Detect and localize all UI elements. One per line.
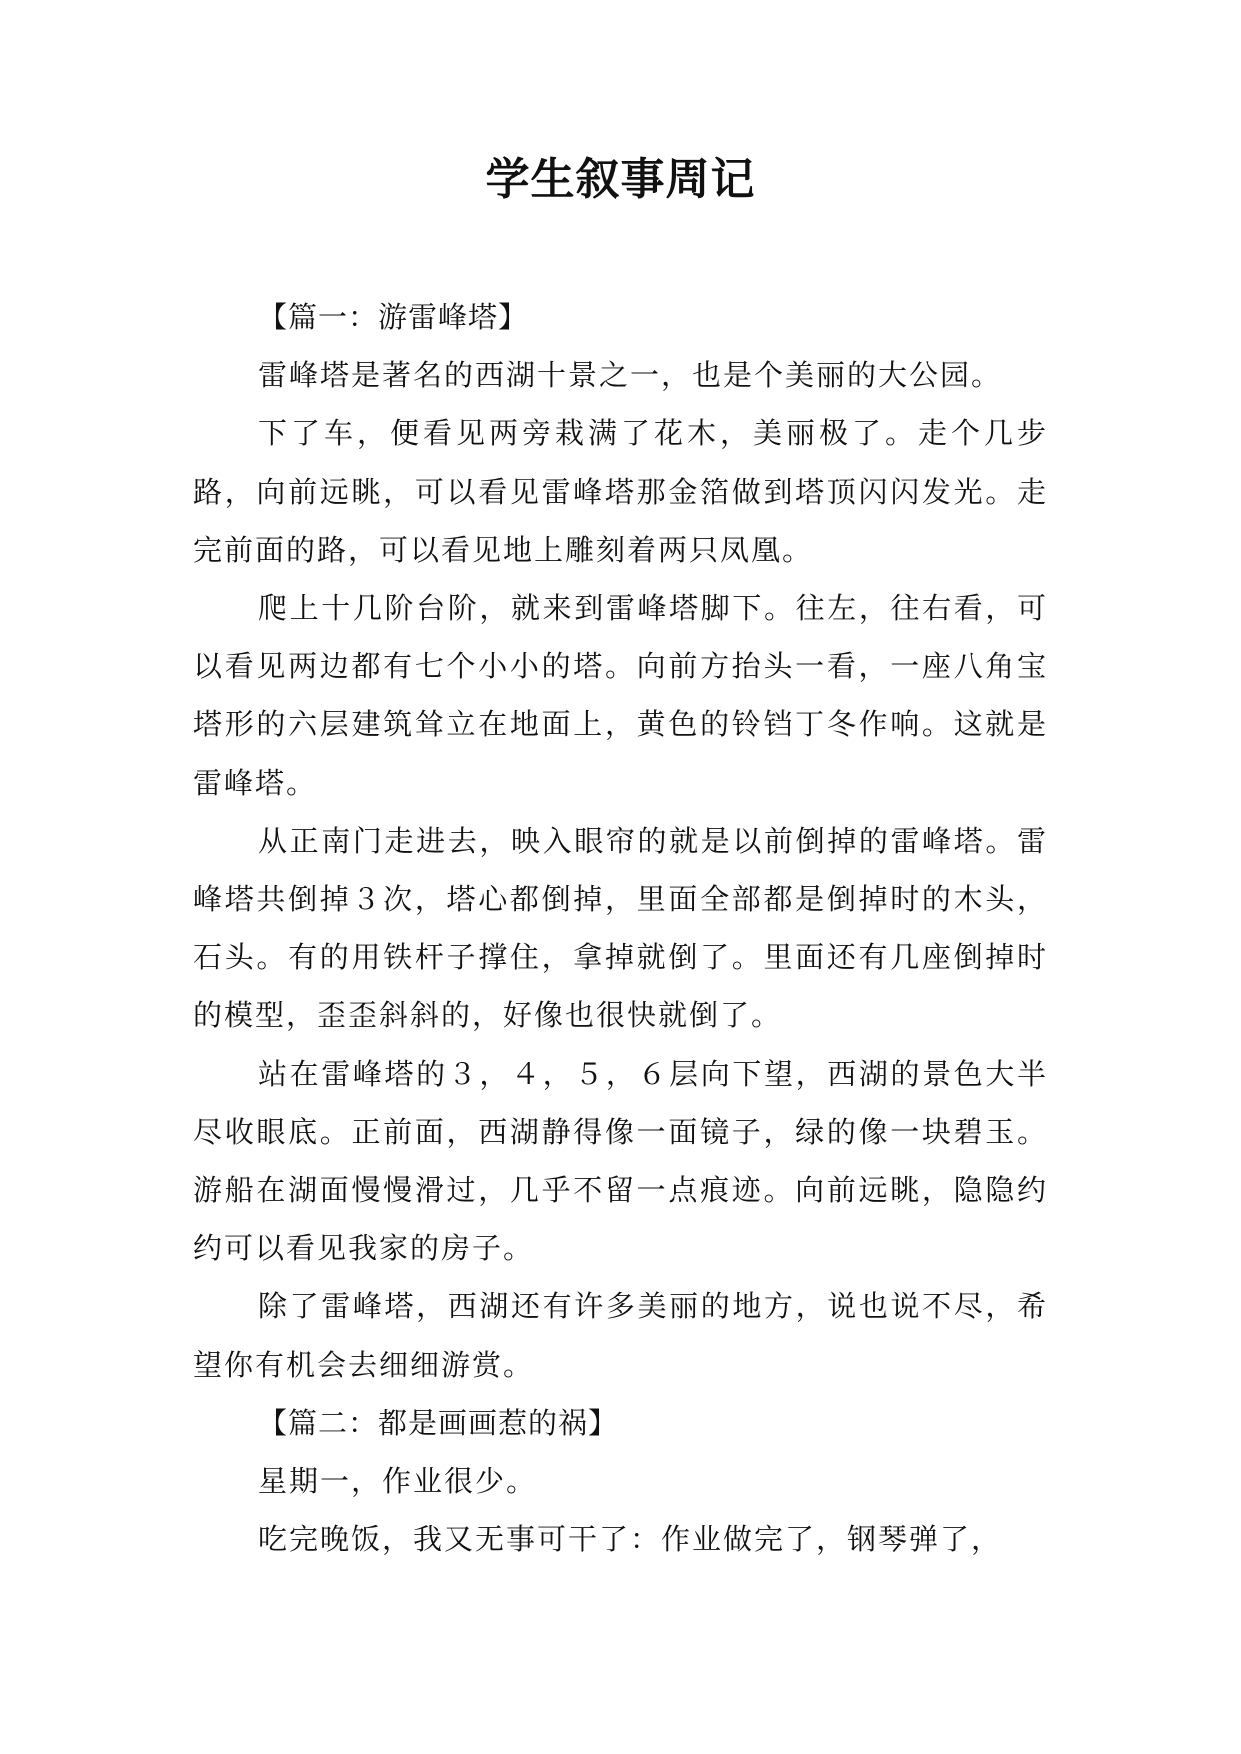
paragraph: 下了车，便看见两旁栽满了花木，美丽极了。走个几步路，向前远眺，可以看见雷峰塔那金箔做到塔顶闪闪发光。走完前面的路，可以看见地上雕刻着两只凤凰。 (193, 416, 1048, 567)
paragraph: 除了雷峰塔，西湖还有许多美丽的地方，说也说不尽，希望你有机会去细细游赏。 (193, 1289, 1048, 1382)
section-heading: 【篇二：都是画画惹的祸】 (258, 1405, 619, 1440)
paragraph: 雷峰塔是著名的西湖十景之一，也是个美丽的大公园。 (258, 358, 1003, 393)
paragraph: 爬上十几阶台阶，就来到雷峰塔脚下。往左，往右看，可以看见两边都有七个小小的塔。向前方抬头一看，一座八角宝塔形的六层建筑耸立在地面上，黄色的铃铛丁冬作响。这就是雷峰塔。 (193, 591, 1048, 800)
section-heading: 【篇一：游雷峰塔】 (258, 300, 529, 334)
document-body (193, 288, 1048, 1568)
paragraph: 从正南门走进去，映入眼帘的就是以前倒掉的雷峰塔。雷峰塔共倒掉３次，塔心都倒掉，里面全部都是倒掉时的木头，石头。有的用铁杆子撑住，拿掉就倒了。里面还有几座倒掉时的模型，歪歪斜斜的，好像也很快就倒了。 (193, 823, 1048, 1033)
paragraph: 站在雷峰塔的３，４，５，６层向下望，西湖的景色大半尽收眼底。正前面，西湖静得像一面镜子，绿的像一块碧玉。游船在湖面慢慢滑过，几乎不留一点痕迹。向前远眺，隐隐约约可以看见我家的房子。 (193, 1056, 1048, 1266)
paragraph: 星期一，作业很少。 (258, 1464, 538, 1499)
document-title: 学生叙事周记 (485, 154, 756, 205)
paragraph: 吃完晚饭，我又无事可干了：作业做完了，钢琴弹了， (258, 1522, 1003, 1557)
